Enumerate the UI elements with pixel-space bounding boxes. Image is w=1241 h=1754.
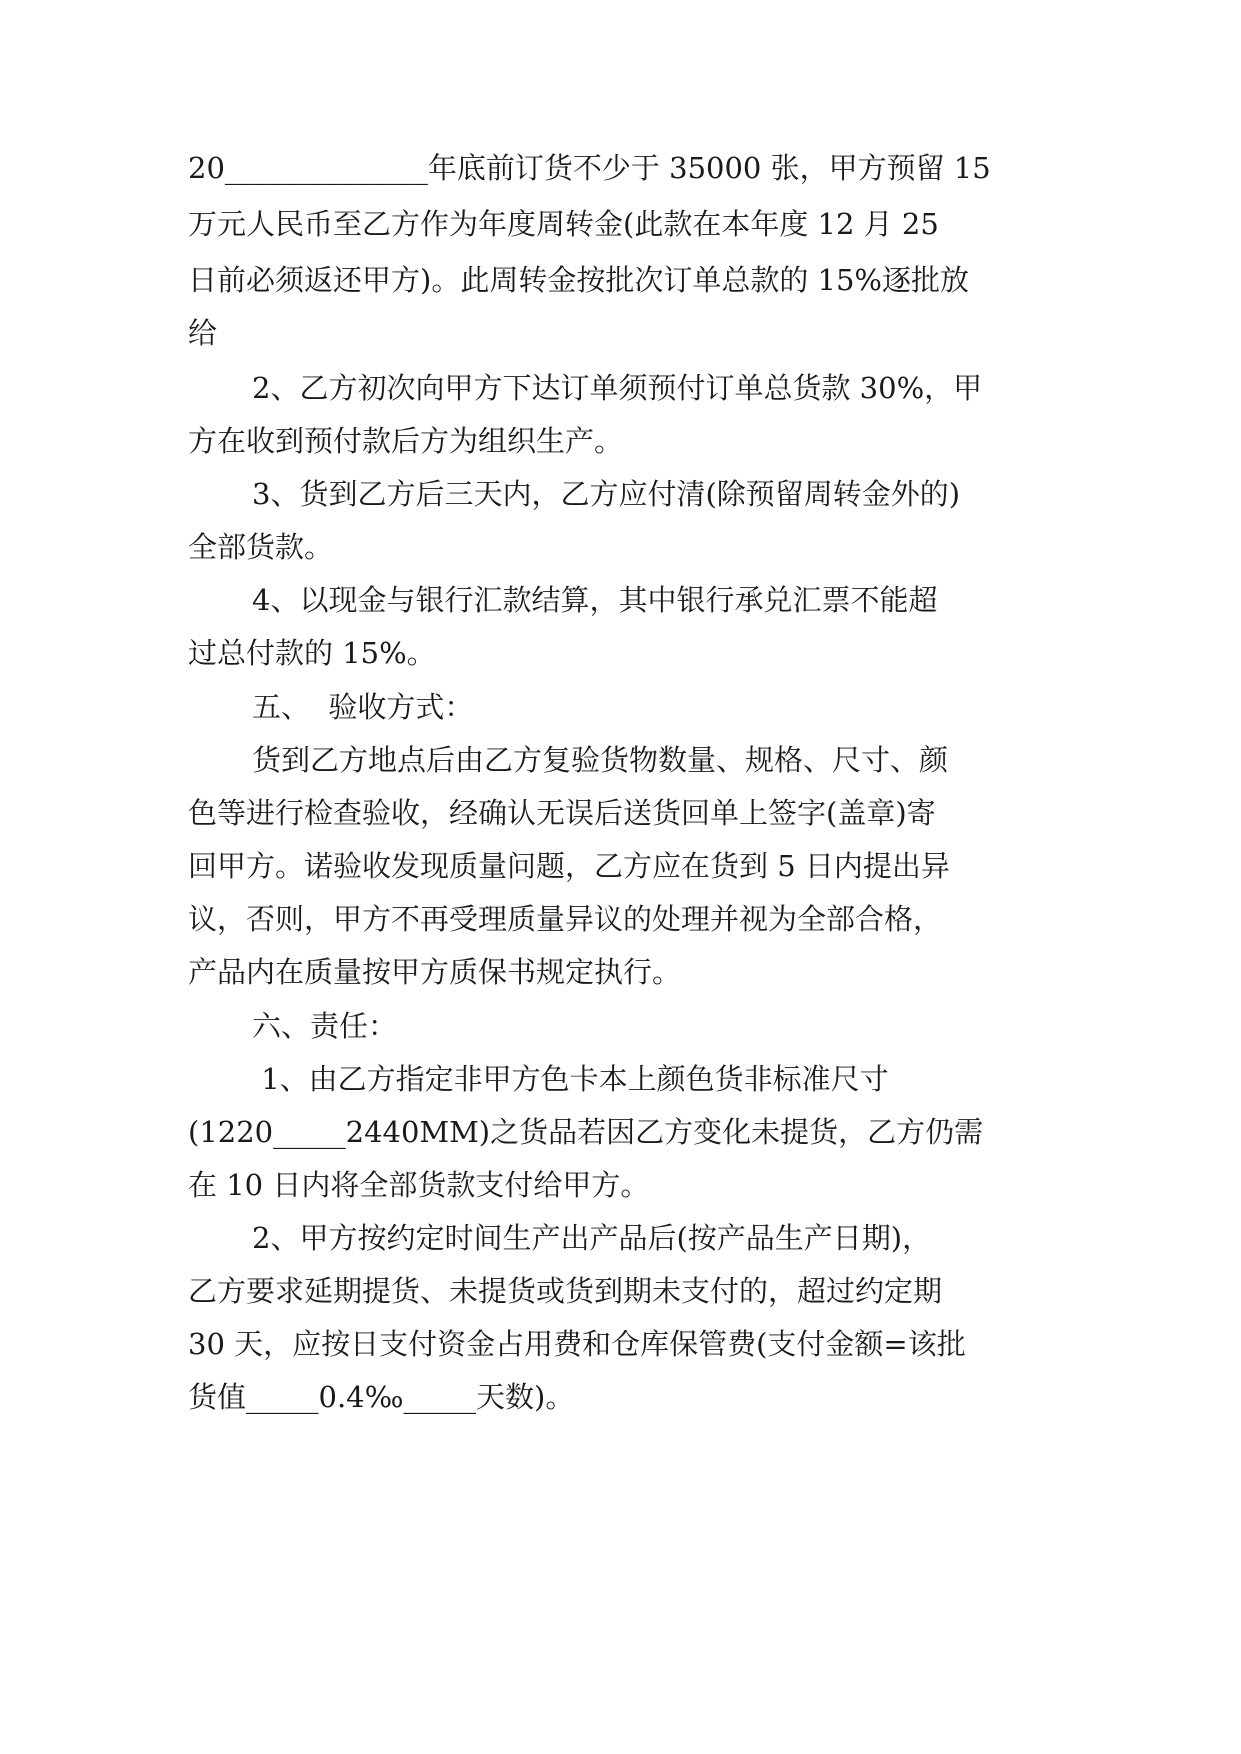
text-line: (1220_____2440MM)之货品若因乙方变化未提货，乙方仍需 xyxy=(188,1115,984,1149)
text-line: 回甲方。诺验收发现质量问题，乙方应在货到 5 日内提出异 xyxy=(188,849,950,883)
text-line: 过总付款的 15%。 xyxy=(188,636,436,670)
text-line: 20______________年底前订货不少于 35000 张，甲方预留 15 xyxy=(188,151,991,185)
text-line: 全部货款。 xyxy=(188,530,334,564)
text-line: 1、由乙方指定非甲方色卡本上颜色货非标准尺寸 xyxy=(252,1062,889,1096)
text-line: 货值_____0.4‰_____天数)。 xyxy=(188,1380,575,1414)
text-line: 4、以现金与银行汇款结算，其中银行承兑汇票不能超 xyxy=(252,583,938,617)
text-line: 货到乙方地点后由乙方复验货物数量、规格、尺寸、颜 xyxy=(252,743,949,777)
text-line: 给 xyxy=(188,316,218,350)
text-line: 在 10 日内将全部货款支付给甲方。 xyxy=(188,1168,650,1202)
text-line: 议，否则，甲方不再受理质量异议的处理并视为全部合格， xyxy=(188,902,943,936)
text-line: 2、甲方按约定时间生产出产品后(按产品生产日期)， xyxy=(252,1221,932,1255)
text-line: 30 天，应按日支付资金占用费和仓库保管费(支付金额=该批 xyxy=(188,1327,966,1361)
text-line: 2、乙方初次向甲方下达订单须预付订单总货款 30%，甲 xyxy=(252,371,983,405)
text-line: 方在收到预付款后方为组织生产。 xyxy=(188,424,624,458)
text-line: 日前必须返还甲方)。此周转金按批次订单总款的 15%逐批放 xyxy=(188,263,969,297)
text-line: 3、货到乙方后三天内，乙方应付清(除预留周转金外的) xyxy=(252,477,961,511)
text-line: 产品内在质量按甲方质保书规定执行。 xyxy=(188,955,682,989)
text-line: 色等进行检查验收，经确认无误后送货回单上签字(盖章)寄 xyxy=(188,796,936,830)
section-heading: 五、 验收方式： xyxy=(252,690,474,724)
text-line: 万元人民币至乙方作为年度周转金(此款在本年度 12 月 25 xyxy=(188,207,939,241)
section-heading: 六、责任： xyxy=(252,1009,398,1043)
text-line: 乙方要求延期提货、未提货或货到期未支付的，超过约定期 xyxy=(188,1274,943,1308)
